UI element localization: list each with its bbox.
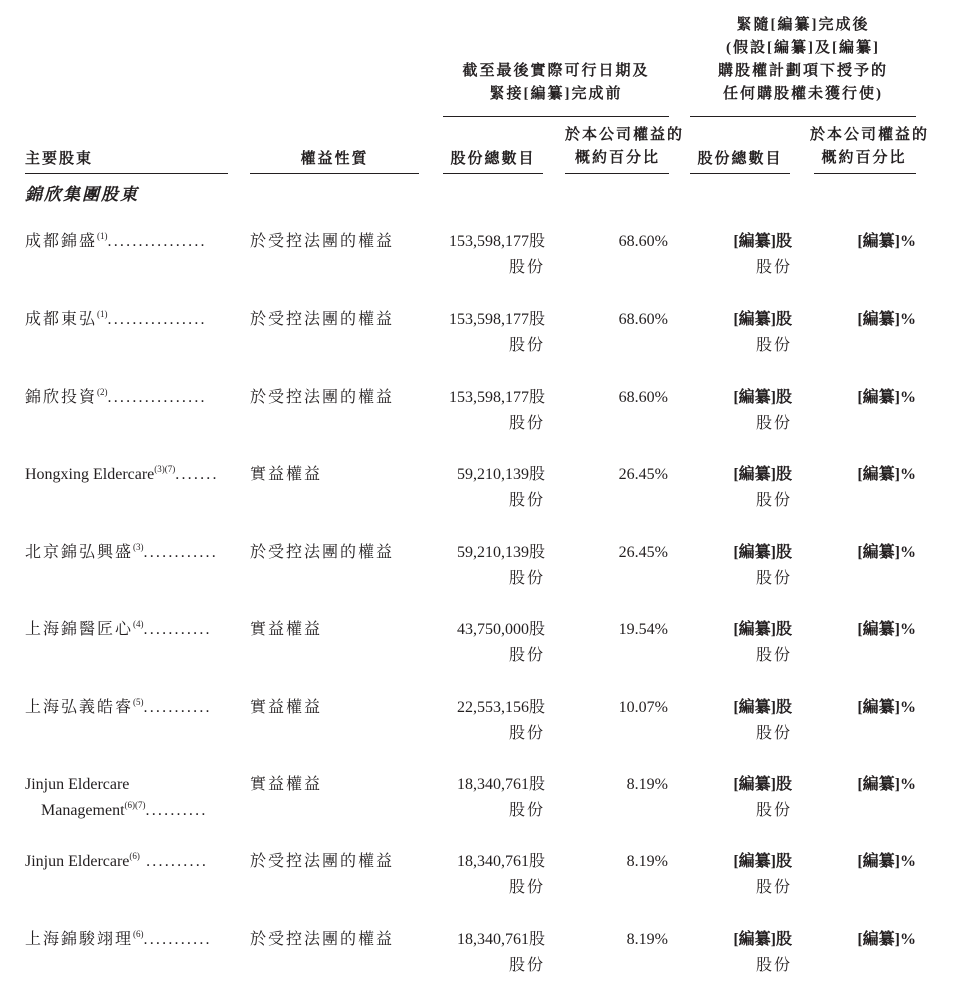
interest-nature: 實益權益: [250, 699, 323, 716]
footnote-ref: (2): [97, 387, 108, 397]
shares-after-value: [編纂]股: [733, 776, 792, 793]
shareholder-name-text: Jinjun Eldercare: [25, 853, 130, 870]
pct-before: 26.45%: [618, 466, 668, 483]
shareholder-name-text: 上海錦駿翊理: [25, 931, 134, 948]
interest-nature: 實益權益: [250, 776, 323, 793]
shares-after-value: [編纂]股: [733, 699, 792, 716]
group2-title-line: 購股權計劃項下授予的: [717, 63, 888, 79]
group1-title-line: 截至最後實際可行日期及: [462, 63, 650, 79]
shares-before-value: 18,340,761股: [456, 776, 545, 793]
shares-after-unit: 股份: [755, 879, 792, 896]
interest-nature: 於受控法團的權益: [250, 389, 395, 406]
shares-after: [680, 385, 792, 437]
shares-after: [680, 462, 792, 514]
footnote-ref: (3)(7): [154, 464, 176, 474]
shareholder-name-text: 錦欣投資: [25, 389, 98, 406]
shareholder-name-line2: [25, 798, 233, 824]
pct-before: 8.19%: [626, 853, 668, 870]
shares-before-unit: 股份: [508, 259, 545, 276]
shareholder-name: [25, 617, 233, 643]
pct-before: 19.54%: [618, 621, 668, 638]
shares-before-value: 153,598,177股: [448, 389, 545, 406]
pct-before: 8.19%: [626, 931, 668, 948]
shares-after: [680, 540, 792, 592]
leader-dots: ............: [143, 544, 218, 561]
footnote-ref: (1): [97, 231, 108, 241]
shares-before: [420, 849, 545, 901]
pct-after: [編纂]%: [857, 466, 916, 483]
leader-dots: ..........: [139, 853, 209, 870]
interest-nature: 實益權益: [250, 621, 323, 638]
shares-after-value: [編纂]股: [733, 544, 792, 561]
shareholder-name-text: 成都錦盛: [25, 233, 98, 250]
group2-rule: [690, 116, 916, 117]
col-rule-nature: [250, 173, 419, 174]
col-header-pct-before-line: 概約百分比: [574, 150, 660, 166]
group1-title: [443, 60, 669, 106]
shareholder-name-text: 上海弘義皓睿: [25, 699, 134, 716]
col-header-pct-before-line: 於本公司權益的: [565, 127, 685, 143]
shares-before-value: 18,340,761股: [456, 853, 545, 870]
shareholder-name-text: Hongxing Eldercare: [25, 466, 155, 483]
shares-before: [420, 617, 545, 669]
shares-after-unit: 股份: [755, 492, 792, 509]
shares-after: [680, 617, 792, 669]
shares-before-value: 153,598,177股: [448, 311, 545, 328]
shares-before-unit: 股份: [508, 725, 545, 742]
shareholder-name: [25, 385, 233, 411]
col-rule-pct-before: [565, 173, 669, 174]
shares-before-value: 22,553,156股: [456, 699, 545, 716]
leader-dots: ................: [107, 233, 207, 250]
shares-before: [420, 540, 545, 592]
pct-after: [編纂]%: [857, 931, 916, 948]
shareholder-name: [25, 462, 233, 488]
pct-after: [編纂]%: [857, 233, 916, 250]
pct-before: 68.60%: [618, 311, 668, 328]
col-header-pct-after-line: 概約百分比: [821, 150, 907, 166]
shareholder-name: [25, 540, 233, 566]
section-title: 錦欣集團股東: [25, 185, 139, 204]
shares-before-value: 59,210,139股: [456, 544, 545, 561]
shareholder-name-line1: Jinjun Eldercare: [25, 776, 130, 793]
shares-before: [420, 385, 545, 437]
shares-before-unit: 股份: [508, 957, 545, 974]
shares-after: [680, 772, 792, 824]
interest-nature: 於受控法團的權益: [250, 233, 395, 250]
pct-after: [編纂]%: [857, 389, 916, 406]
shares-after-value: [編纂]股: [733, 931, 792, 948]
col-header-pct-before: [565, 124, 685, 170]
shares-after-value: [編纂]股: [733, 233, 792, 250]
footnote-ref: (4): [133, 619, 144, 629]
shares-before-unit: 股份: [508, 337, 545, 354]
col-header-shareholder: 主要股東: [25, 151, 94, 167]
shareholder-name: [25, 772, 233, 824]
shares-after-unit: 股份: [755, 570, 792, 587]
shares-after-value: [編纂]股: [733, 853, 792, 870]
interest-nature: 於受控法團的權益: [250, 931, 395, 948]
shareholder-name: [25, 307, 233, 333]
shares-after-value: [編纂]股: [733, 621, 792, 638]
interest-nature: 實益權益: [250, 466, 323, 483]
shares-before: [420, 927, 545, 979]
shares-after-unit: 股份: [755, 259, 792, 276]
shares-before-value: 18,340,761股: [456, 931, 545, 948]
shares-after-value: [編纂]股: [733, 389, 792, 406]
leader-dots: ..........: [145, 802, 208, 819]
shares-before-unit: 股份: [508, 802, 545, 819]
shares-after-unit: 股份: [755, 337, 792, 354]
shares-after-unit: 股份: [755, 647, 792, 664]
shares-before-value: 59,210,139股: [456, 466, 545, 483]
col-header-nature: 權益性質: [300, 151, 369, 167]
shares-before: [420, 229, 545, 281]
shares-after-value: [編纂]股: [733, 466, 792, 483]
pct-before: 68.60%: [618, 233, 668, 250]
shares-after-value: [編纂]股: [733, 311, 792, 328]
pct-before: 10.07%: [618, 699, 668, 716]
group2-title-line: (假設[編纂]及[編纂]: [726, 40, 880, 56]
shareholder-name-text: 北京錦弘興盛: [25, 544, 134, 561]
col-header-pct-after-line: 於本公司權益的: [810, 127, 930, 143]
shares-after: [680, 695, 792, 747]
leader-dots: ................: [107, 311, 207, 328]
pct-after: [編纂]%: [857, 311, 916, 328]
shares-after-unit: 股份: [755, 802, 792, 819]
footnote-ref: (5): [133, 697, 144, 707]
group1-rule: [443, 116, 669, 117]
shares-before-unit: 股份: [508, 492, 545, 509]
col-rule-shares-after: [690, 173, 790, 174]
shares-before: [420, 772, 545, 824]
col-header-shares-before: 股份總數目: [450, 151, 536, 167]
shareholder-name: [25, 695, 233, 721]
shares-before-value: 153,598,177股: [448, 233, 545, 250]
shares-after-unit: 股份: [755, 957, 792, 974]
shares-before: [420, 307, 545, 359]
shareholder-name-text: Management: [41, 802, 125, 819]
shareholder-name: [25, 927, 233, 953]
interest-nature: 於受控法團的權益: [250, 311, 395, 328]
footnote-ref: (1): [97, 309, 108, 319]
leader-dots: .......: [175, 466, 219, 483]
shares-after-unit: 股份: [755, 725, 792, 742]
group2-title: [690, 14, 916, 106]
shareholder-name: [25, 849, 233, 875]
footnote-ref: (6)(7): [124, 800, 146, 810]
footnote-ref: (6): [129, 851, 140, 861]
shares-before-unit: 股份: [508, 879, 545, 896]
footnote-ref: (3): [133, 542, 144, 552]
shareholder-name-text: 上海錦醫匠心: [25, 621, 134, 638]
col-rule-pct-after: [814, 173, 916, 174]
col-header-pct-after: [810, 124, 930, 170]
shares-after: [680, 927, 792, 979]
pct-before: 26.45%: [618, 544, 668, 561]
shares-before: [420, 462, 545, 514]
leader-dots: ................: [107, 389, 207, 406]
pct-after: [編纂]%: [857, 776, 916, 793]
shares-before-unit: 股份: [508, 415, 545, 432]
shares-after: [680, 229, 792, 281]
leader-dots: ...........: [143, 621, 212, 638]
shares-before: [420, 695, 545, 747]
group2-title-line: 緊隨[編纂]完成後: [736, 17, 870, 33]
shares-before-value: 43,750,000股: [456, 621, 545, 638]
col-rule-shares-before: [443, 173, 543, 174]
pct-after: [編纂]%: [857, 544, 916, 561]
shares-before-unit: 股份: [508, 647, 545, 664]
shareholder-name-text: 成都東弘: [25, 311, 98, 328]
shares-after: [680, 307, 792, 359]
shares-before-unit: 股份: [508, 570, 545, 587]
shareholder-name: [25, 229, 233, 255]
shares-after-unit: 股份: [755, 415, 792, 432]
col-header-shares-after: 股份總數目: [697, 151, 783, 167]
pct-after: [編纂]%: [857, 853, 916, 870]
interest-nature: 於受控法團的權益: [250, 853, 395, 870]
pct-after: [編纂]%: [857, 699, 916, 716]
group1-title-line: 緊接[編纂]完成前: [489, 86, 623, 102]
group2-title-line: 任何購股權未獲行使): [723, 86, 883, 102]
footnote-ref: (6): [133, 929, 144, 939]
pct-before: 8.19%: [626, 776, 668, 793]
col-rule-shareholder: [25, 173, 228, 174]
leader-dots: ...........: [143, 699, 212, 716]
pct-before: 68.60%: [618, 389, 668, 406]
leader-dots: ...........: [143, 931, 212, 948]
interest-nature: 於受控法團的權益: [250, 544, 395, 561]
shares-after: [680, 849, 792, 901]
pct-after: [編纂]%: [857, 621, 916, 638]
